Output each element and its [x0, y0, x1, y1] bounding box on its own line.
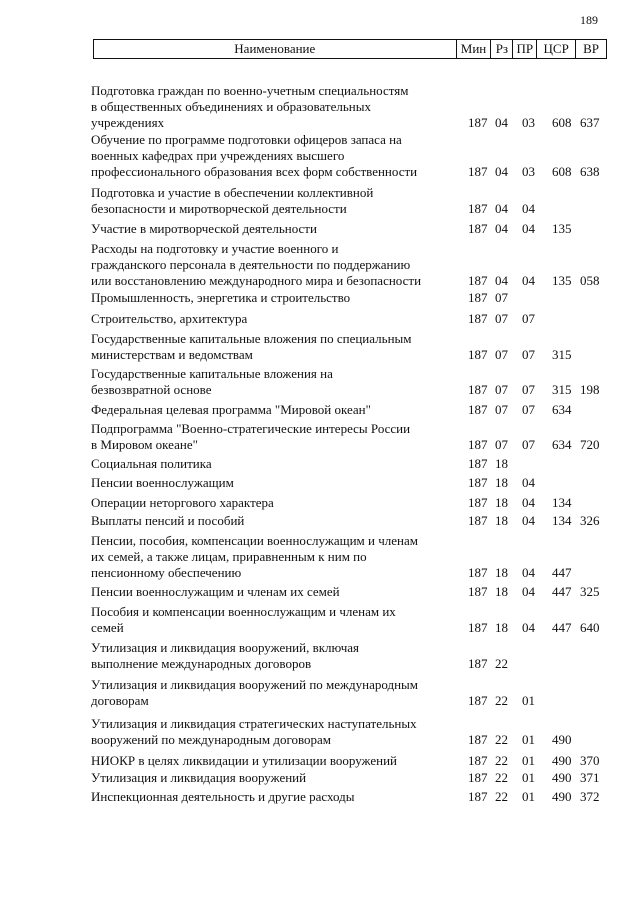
- code-pr: 01: [522, 789, 535, 804]
- table-row: [0, 475, 640, 491]
- code-pr: 01: [522, 770, 535, 785]
- table-header: [93, 39, 607, 59]
- row-codes: [0, 770, 640, 786]
- code-pr: 04: [522, 495, 535, 510]
- code-csr: 315: [552, 347, 572, 362]
- table-row: [0, 495, 640, 511]
- code-pr: 01: [522, 753, 535, 768]
- code-min: 187: [468, 495, 488, 510]
- table-row: [0, 221, 640, 237]
- code-rz: 22: [495, 753, 508, 768]
- row-name: Государственные капитальные вложения по специальным министерствам и ведомствам: [91, 331, 412, 362]
- code-rz: 18: [495, 456, 508, 471]
- row-codes: [0, 201, 640, 217]
- code-vr: 640: [580, 620, 600, 635]
- code-rz: 18: [495, 620, 508, 635]
- row-name: Промышленность, энергетика и строительство: [91, 290, 351, 305]
- row-codes: [0, 693, 640, 709]
- code-vr: 198: [580, 382, 600, 397]
- code-rz: 07: [495, 311, 508, 326]
- code-pr: 04: [522, 584, 535, 599]
- code-rz: 04: [495, 273, 508, 288]
- code-rz: 07: [495, 437, 508, 452]
- header-min: Мин: [456, 40, 491, 58]
- row-name: Расходы на подготовку и участие военного и гражданского персонала в деятельности по поддержанию или восстановлению международного мира и безопасности: [91, 241, 422, 288]
- code-rz: 18: [495, 584, 508, 599]
- code-min: 187: [468, 584, 488, 599]
- code-min: 187: [468, 311, 488, 326]
- table-row: [0, 604, 640, 636]
- row-name: Подготовка граждан по военно-учетным специальностям в общественных объединениях и образовательных учреждениях: [91, 83, 409, 130]
- row-name: Подпрограмма "Военно-стратегические интересы России в Мировом океане": [91, 421, 411, 452]
- table-row: [0, 366, 640, 398]
- table-row: [0, 132, 640, 180]
- table-row: [0, 331, 640, 363]
- code-min: 187: [468, 732, 488, 747]
- table-row: [0, 421, 640, 453]
- code-min: 187: [468, 402, 488, 417]
- code-min: 187: [468, 164, 488, 179]
- table-row: [0, 584, 640, 600]
- code-min: 187: [468, 437, 488, 452]
- code-csr: 135: [552, 273, 572, 288]
- row-name: Утилизация и ликвидация стратегических наступательных вооружений по международным договорам: [91, 716, 417, 747]
- code-vr: 325: [580, 584, 600, 599]
- row-codes: [0, 620, 640, 636]
- row-name: Пенсии, пособия, компенсации военнослужащим и членам их семей, а также лицам, приравненным к ним по пенсионному обеспечению: [91, 533, 418, 580]
- code-min: 187: [468, 693, 488, 708]
- code-pr: 04: [522, 513, 535, 528]
- table-row: [0, 513, 640, 529]
- row-codes: [0, 475, 640, 491]
- row-name: Пенсии военнослужащим и членам их семей: [91, 584, 340, 599]
- code-rz: 04: [495, 115, 508, 130]
- code-csr: 608: [552, 164, 572, 179]
- row-name: Федеральная целевая программа "Мировой океан": [91, 402, 371, 417]
- row-codes: [0, 382, 640, 398]
- row-codes: [0, 311, 640, 327]
- row-name: Государственные капитальные вложения на безвозвратной основе: [91, 366, 333, 397]
- table-row: [0, 640, 640, 672]
- row-codes: [0, 565, 640, 581]
- table-row: [0, 677, 640, 709]
- header-rz: Рз: [490, 40, 512, 58]
- row-codes: [0, 221, 640, 237]
- table-row: [0, 753, 640, 769]
- row-codes: [0, 732, 640, 748]
- code-pr: 04: [522, 201, 535, 216]
- row-codes: [0, 437, 640, 453]
- code-csr: 135: [552, 221, 572, 236]
- row-codes: [0, 789, 640, 805]
- code-rz: 04: [495, 164, 508, 179]
- code-min: 187: [468, 789, 488, 804]
- row-name: Подготовка и участие в обеспечении коллективной безопасности и миротворческой деятельности: [91, 185, 374, 216]
- row-codes: [0, 273, 640, 289]
- code-min: 187: [468, 565, 488, 580]
- code-pr: 07: [522, 382, 535, 397]
- row-codes: [0, 656, 640, 672]
- header-csr: ЦСР: [536, 40, 575, 58]
- table-row: [0, 789, 640, 805]
- code-min: 187: [468, 382, 488, 397]
- code-rz: 07: [495, 382, 508, 397]
- code-vr: 637: [580, 115, 600, 130]
- row-name: Утилизация и ликвидация вооружений: [91, 770, 307, 785]
- table-row: [0, 770, 640, 786]
- code-rz: 22: [495, 732, 508, 747]
- code-csr: 490: [552, 753, 572, 768]
- code-pr: 04: [522, 620, 535, 635]
- row-name: Утилизация и ликвидация вооружений, включая выполнение международных договоров: [91, 640, 360, 671]
- code-min: 187: [468, 115, 488, 130]
- code-min: 187: [468, 456, 488, 471]
- row-name: Утилизация и ликвидация вооружений по международным договорам: [91, 677, 419, 708]
- code-min: 187: [468, 221, 488, 236]
- table-row: [0, 311, 640, 327]
- row-name: Операции неторгового характера: [91, 495, 274, 510]
- row-name: Социальная политика: [91, 456, 212, 471]
- code-csr: 490: [552, 789, 572, 804]
- code-rz: 22: [495, 770, 508, 785]
- row-name: Выплаты пенсий и пособий: [91, 513, 245, 528]
- header-name: Наименование: [234, 41, 316, 56]
- row-codes: [0, 513, 640, 529]
- code-min: 187: [468, 620, 488, 635]
- row-name: Обучение по программе подготовки офицеров запаса на военных кафедрах при учреждениях высшего профессионального образования всех форм собственности: [91, 132, 418, 179]
- code-csr: 634: [552, 402, 572, 417]
- table-row: [0, 402, 640, 418]
- code-min: 187: [468, 290, 488, 305]
- row-codes: [0, 495, 640, 511]
- code-min: 187: [468, 201, 488, 216]
- code-rz: 18: [495, 495, 508, 510]
- code-pr: 01: [522, 732, 535, 747]
- code-rz: 18: [495, 513, 508, 528]
- code-pr: 07: [522, 402, 535, 417]
- code-vr: 371: [580, 770, 600, 785]
- code-rz: 22: [495, 656, 508, 671]
- code-pr: 01: [522, 693, 535, 708]
- code-pr: 07: [522, 311, 535, 326]
- code-rz: 07: [495, 290, 508, 305]
- table-row: [0, 185, 640, 217]
- row-name: Участие в миротворческой деятельности: [91, 221, 317, 236]
- table-row: [0, 456, 640, 472]
- code-min: 187: [468, 770, 488, 785]
- header-pr: ПР: [512, 40, 536, 58]
- code-csr: 447: [552, 565, 572, 580]
- code-vr: 720: [580, 437, 600, 452]
- code-pr: 07: [522, 437, 535, 452]
- code-vr: 370: [580, 753, 600, 768]
- row-codes: [0, 753, 640, 769]
- code-min: 187: [468, 753, 488, 768]
- row-name: Пособия и компенсации военнослужащим и членам их семей: [91, 604, 396, 635]
- table-row: [0, 241, 640, 289]
- code-pr: 04: [522, 565, 535, 580]
- code-pr: 03: [522, 115, 535, 130]
- code-rz: 07: [495, 402, 508, 417]
- row-name: Инспекционная деятельность и другие расходы: [91, 789, 355, 804]
- code-rz: 22: [495, 789, 508, 804]
- code-vr: 058: [580, 273, 600, 288]
- code-csr: 634: [552, 437, 572, 452]
- code-min: 187: [468, 475, 488, 490]
- code-pr: 04: [522, 475, 535, 490]
- code-min: 187: [468, 513, 488, 528]
- page-number: 189: [580, 13, 598, 27]
- code-vr: 638: [580, 164, 600, 179]
- row-name: НИОКР в целях ликвидации и утилизации вооружений: [91, 753, 397, 768]
- code-rz: 04: [495, 201, 508, 216]
- code-csr: 490: [552, 732, 572, 747]
- table-row: [0, 716, 640, 748]
- row-codes: [0, 402, 640, 418]
- code-pr: 03: [522, 164, 535, 179]
- code-vr: 372: [580, 789, 600, 804]
- row-codes: [0, 115, 640, 131]
- code-csr: 608: [552, 115, 572, 130]
- row-codes: [0, 290, 640, 306]
- table-row: [0, 83, 640, 131]
- code-csr: 134: [552, 495, 572, 510]
- code-csr: 447: [552, 620, 572, 635]
- code-rz: 18: [495, 565, 508, 580]
- row-name: Строительство, архитектура: [91, 311, 248, 326]
- header-vr: ВР: [575, 40, 606, 58]
- row-codes: [0, 347, 640, 363]
- table-row: [0, 290, 640, 306]
- row-codes: [0, 456, 640, 472]
- code-pr: 07: [522, 347, 535, 362]
- code-pr: 04: [522, 221, 535, 236]
- code-rz: 04: [495, 221, 508, 236]
- code-rz: 18: [495, 475, 508, 490]
- table-row: [0, 533, 640, 581]
- row-codes: [0, 164, 640, 180]
- row-name: Пенсии военнослужащим: [91, 475, 234, 490]
- code-min: 187: [468, 347, 488, 362]
- code-csr: 315: [552, 382, 572, 397]
- code-csr: 447: [552, 584, 572, 599]
- code-csr: 134: [552, 513, 572, 528]
- code-csr: 490: [552, 770, 572, 785]
- code-pr: 04: [522, 273, 535, 288]
- code-rz: 07: [495, 347, 508, 362]
- row-codes: [0, 584, 640, 600]
- code-min: 187: [468, 656, 488, 671]
- code-vr: 326: [580, 513, 600, 528]
- code-min: 187: [468, 273, 488, 288]
- code-rz: 22: [495, 693, 508, 708]
